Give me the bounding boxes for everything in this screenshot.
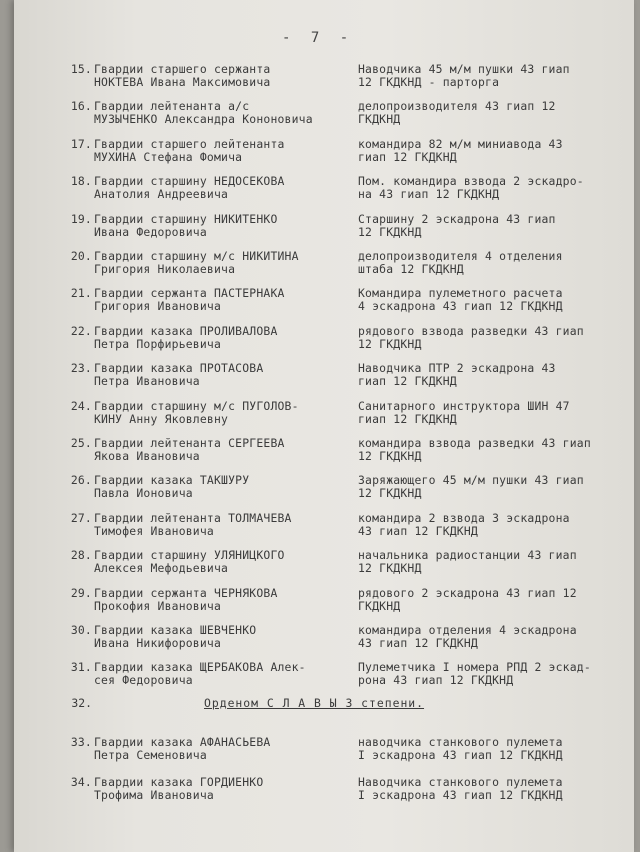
entry-name-line: Гвардии казака ЩЕРБАКОВА Алек- xyxy=(94,661,306,675)
entry-position xyxy=(358,661,630,687)
entry-position-line: командира 82 м/м миниавода 43 xyxy=(358,137,563,151)
entry-name-line: Гвардии старшину НИКИТЕНКО xyxy=(94,212,278,226)
entry-name-line: Гвардии казака ТАКШУРУ xyxy=(94,474,250,488)
document-sheet xyxy=(14,0,634,852)
entry-number: 25. xyxy=(70,436,92,450)
entry-position xyxy=(358,736,630,762)
entry-name-line: Якова Ивановича xyxy=(94,449,200,463)
entry-name xyxy=(94,549,356,575)
entry-position-line: 4 эскадрона 43 гиап 12 ГКДКНД xyxy=(358,299,563,314)
entry-name xyxy=(94,287,356,313)
entry-name xyxy=(94,63,356,89)
entry-position xyxy=(358,400,630,426)
entry-name-line: Алексея Мефодьевича xyxy=(94,561,229,576)
entry-position-line: 43 гиап 12 ГКДКНД xyxy=(358,523,478,538)
entry-position-line: ГКДКНД xyxy=(358,112,401,127)
entry-name-line: Гвардии казака ГОРДИЕНКО xyxy=(94,776,264,789)
entry-number: 28. xyxy=(70,548,92,563)
entry-number: 23. xyxy=(70,361,92,376)
entry-position-line: ГКДКНД xyxy=(358,598,401,613)
entry-position-line: Пом. командира взвода 2 эскадро- xyxy=(358,175,584,189)
entry-name-line: Петра Порфирьевича xyxy=(94,336,222,351)
entry-position xyxy=(358,624,630,650)
entry-name-line: Гвардии старшину м/с ПУГОЛОВ- xyxy=(94,399,299,413)
entry-position-line: рядового 2 эскадрона 43 гиап 12 xyxy=(358,586,577,600)
entry-name-line: Гвардии старшего лейтенанта xyxy=(94,137,285,151)
entry-name xyxy=(94,100,356,126)
entry-number: 18. xyxy=(70,174,92,189)
entry-name-line: Гвардии казака АФАНАСЬЕВА xyxy=(94,736,271,749)
entry-position xyxy=(358,100,630,126)
entry-name-line: Гвардии старшину м/с НИКИТИНА xyxy=(94,250,299,263)
entry-number: 17. xyxy=(70,136,92,151)
entry-position-line: на 43 гиап 12 ГКДКНД xyxy=(358,187,500,202)
entry-position-line: Санитарного инструктора ШИН 47 xyxy=(358,399,570,413)
entry-name-line: сея Федоровича xyxy=(94,673,193,688)
entry-name-line: Гвардии сержанта ПАСТЕРНАКА xyxy=(94,287,285,301)
entry-name-line: Гвардии сержанта ЧЕРНЯКОВА xyxy=(94,586,278,600)
entry-name-line: Гвардии старшину НЕДОСЕКОВА xyxy=(94,175,285,189)
entry-position xyxy=(358,362,630,388)
entry-position-line: гиап 12 ГКДКНД xyxy=(358,411,457,426)
entry-name-line: МУЗЫЧЕНКО Александра Кононовича xyxy=(94,112,313,127)
entry-position-line: I эскадрона 43 гиап 12 ГКДКНД xyxy=(358,748,563,762)
entry-number: 16. xyxy=(70,99,92,114)
entry-name-line: Гвардии старшину УЛЯНИЦКОГО xyxy=(94,549,285,563)
entry-position-line: 43 гиап 12 ГКДКНД xyxy=(358,636,478,650)
entry-position xyxy=(358,474,630,500)
entry-number: 27. xyxy=(70,510,92,525)
entry-name-line: Прокофия Ивановича xyxy=(94,598,222,613)
entry-position-line: рона 43 гиап 12 ГКДКНД xyxy=(358,673,514,688)
entry-name-line: Тимофея Ивановича xyxy=(94,523,214,538)
entry-position-line: Пулеметчика I номера РПД 2 эскад- xyxy=(358,661,591,675)
entry-name-line: Гвардии казака ШЕВЧЕНКО xyxy=(94,624,257,637)
entry-position xyxy=(358,287,630,313)
entry-position-line: 12 ГКДКНД xyxy=(358,561,422,576)
entry-name-line: Ивана Федоровича xyxy=(94,224,207,239)
entry-number: 26. xyxy=(70,473,92,488)
entry-number: 34. xyxy=(70,775,92,789)
entry-name xyxy=(94,400,356,426)
entry-position-line: 12 ГКДКНД xyxy=(358,336,422,351)
entry-name xyxy=(94,437,356,463)
section-number: 32. xyxy=(71,696,92,710)
entry-name-line: Гвардии казака ПРОТАСОВА xyxy=(94,362,264,376)
entry-position xyxy=(358,325,630,351)
entry-name xyxy=(94,325,356,351)
entry-name xyxy=(94,776,356,802)
entry-name xyxy=(94,736,356,762)
entry-number: 20. xyxy=(70,249,92,263)
entry-position xyxy=(358,250,630,276)
entry-name-line: Павла Ионовича xyxy=(94,486,193,501)
entry-position xyxy=(358,213,630,239)
entry-position-line: гиап 12 ГКДКНД xyxy=(358,149,457,164)
entry-position xyxy=(358,776,630,802)
entry-position-line: Старшину 2 эскадрона 43 гиап xyxy=(358,212,556,226)
entry-name xyxy=(94,474,356,500)
entry-position-line: I эскадрона 43 гиап 12 ГКДКНД xyxy=(358,788,563,802)
entry-position-line: рядового взвода разведки 43 гиап xyxy=(358,324,584,338)
entry-name-line: Ивана Никифоровича xyxy=(94,636,222,650)
entry-position-line: делопроизводителя 43 гиап 12 xyxy=(358,100,556,114)
section-title: Орденом С Л А В Ы 3 степени. xyxy=(204,696,425,710)
entry-position-line: 12 ГКДКНД xyxy=(358,486,422,501)
entry-position-line: наводчика станкового пулемета xyxy=(358,736,563,749)
entry-name xyxy=(94,362,356,388)
entry-name xyxy=(94,250,356,276)
entry-name-line: Гвардии лейтенанта СЕРГЕЕВА xyxy=(94,437,285,450)
entry-position xyxy=(358,587,630,613)
entry-name xyxy=(94,624,356,650)
entry-name-line: Гвардии старшего сержанта xyxy=(94,63,271,76)
entry-name-line: Григория Ивановича xyxy=(94,299,222,314)
entry-position-line: Командира пулеметного расчета xyxy=(358,287,563,301)
entry-name xyxy=(94,138,356,164)
entry-name-line: Григория Николаевича xyxy=(94,262,236,276)
entry-name-line: МУХИНА Стефана Фомича xyxy=(94,149,243,164)
entry-number: 24. xyxy=(70,398,92,413)
entry-position-line: 12 ГКДКНД xyxy=(358,449,422,463)
entry-position xyxy=(358,512,630,538)
entry-position-line: штаба 12 ГКДКНД xyxy=(358,262,464,276)
entry-name-line: Гвардии казака ПРОЛИВАЛОВА xyxy=(94,324,278,338)
entry-name-line: Анатолия Андреевича xyxy=(94,187,229,202)
entry-position-line: Наводчика 45 м/м пушки 43 гиап xyxy=(358,63,570,76)
entry-position xyxy=(358,138,630,164)
entry-name-line: Петра Ивановича xyxy=(94,374,200,389)
entry-name xyxy=(94,512,356,538)
entry-name xyxy=(94,587,356,613)
entry-position-line: командира взвода разведки 43 гиап xyxy=(358,437,591,450)
entry-position-line: командира отделения 4 эскадрона xyxy=(358,624,577,637)
entry-number: 22. xyxy=(70,323,92,338)
entry-position-line: Наводчика ПТР 2 эскадрона 43 xyxy=(358,362,556,376)
entry-number: 21. xyxy=(70,286,92,301)
entry-position-line: Наводчика станкового пулемета xyxy=(358,776,563,789)
entry-position xyxy=(358,549,630,575)
entry-name-line: Гвардии лейтенанта а/с xyxy=(94,100,250,114)
entry-position xyxy=(358,175,630,201)
entry-number: 33. xyxy=(70,735,92,749)
entry-name-line: НОКТЕВА Ивана Максимовича xyxy=(94,75,271,89)
entry-number: 29. xyxy=(70,585,92,600)
entry-position-line: командира 2 взвода 3 эскадрона xyxy=(358,511,570,525)
entry-position-line: гиап 12 ГКДКНД xyxy=(358,374,457,389)
entry-position-line: делопроизводителя 4 отделения xyxy=(358,250,563,263)
entry-name-line: Петра Семеновича xyxy=(94,748,207,762)
entry-name-line: Гвардии лейтенанта ТОЛМАЧЕВА xyxy=(94,511,292,525)
entry-number: 15. xyxy=(70,62,92,76)
entry-position xyxy=(358,437,630,463)
entry-position-line: Заряжающего 45 м/м пушки 43 гиап xyxy=(358,474,584,488)
entry-name xyxy=(94,661,356,687)
entry-number: 19. xyxy=(70,211,92,226)
entry-position-line: 12 ГКДКНД xyxy=(358,224,422,239)
entry-name xyxy=(94,175,356,201)
page-number: - 7 - xyxy=(282,30,355,46)
entry-position xyxy=(358,63,630,89)
entry-position-line: 12 ГКДКНД - парторга xyxy=(358,75,500,89)
entry-position-line: начальника радиостанции 43 гиап xyxy=(358,549,577,563)
entry-number: 31. xyxy=(70,660,92,675)
entry-name-line: Трофима Ивановича xyxy=(94,788,214,802)
entry-name xyxy=(94,213,356,239)
entry-number: 30. xyxy=(70,623,92,637)
entry-name-line: КИНУ Анну Яковлевну xyxy=(94,411,229,426)
